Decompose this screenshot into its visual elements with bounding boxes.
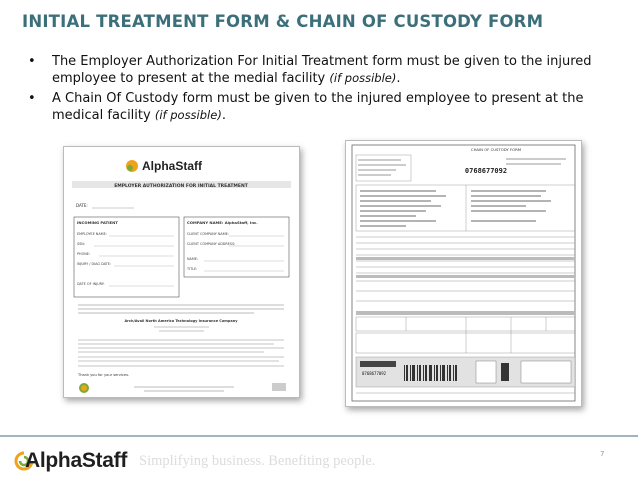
svg-text:NAME:: NAME: xyxy=(187,257,199,261)
bullet-text: The Employer Authorization For Initial Treatment form must be given to the injured employee to present at the medial facility xyxy=(52,54,592,86)
svg-text:EMPLOYEE NAME:: EMPLOYEE NAME: xyxy=(77,232,107,236)
footer-divider xyxy=(0,435,638,437)
chain-of-custody-form-image xyxy=(345,140,582,407)
svg-text:0768677092: 0768677092 xyxy=(362,371,387,376)
svg-text:PHONE:: PHONE: xyxy=(77,252,91,256)
logo-staff: Staff xyxy=(81,449,128,472)
slide-title: INITIAL TREATMENT FORM & CHAIN OF CUSTODY FORM xyxy=(22,12,544,31)
svg-text:CLIENT COMPANY ADDRESS:: CLIENT COMPANY ADDRESS: xyxy=(187,242,236,246)
svg-text:INCOMING PATIENT: INCOMING PATIENT xyxy=(77,220,118,225)
svg-text:COMPANY NAME: AlphaStaff, Inc.: COMPANY NAME: AlphaStaff, Inc. xyxy=(187,220,258,225)
svg-text:CLIENT COMPANY NAME:: CLIENT COMPANY NAME: xyxy=(187,232,229,236)
svg-text:DATE OF INJURY:: DATE OF INJURY: xyxy=(77,282,105,286)
page-number: 7 xyxy=(600,450,605,458)
bullet-list xyxy=(28,54,618,128)
footer-tagline: Simplifying business. Benefiting people. xyxy=(139,453,376,469)
svg-text:SSN:: SSN: xyxy=(77,242,85,246)
coc-heading: CHAIN OF CUSTODY FORM xyxy=(470,147,522,152)
form-heading: EMPLOYER AUTHORIZATION FOR INITIAL TREATMENT xyxy=(114,184,248,189)
svg-text:DATE:: DATE: xyxy=(76,203,88,208)
svg-text:TITLE:: TITLE: xyxy=(187,267,198,271)
bullet-note: (if possible) xyxy=(329,71,397,85)
employer-authorization-form-image xyxy=(63,146,300,398)
specimen-id: 0768677092 xyxy=(464,167,508,175)
bullet-icon: • xyxy=(28,91,36,106)
logo-alpha: Alpha xyxy=(25,449,82,472)
svg-text:Arch/Avail North America Techn: Arch/Avail North America Technology Insurance Company xyxy=(124,319,238,323)
form-logo: AlphaStaff xyxy=(142,159,202,173)
bullet-note: (if possible) xyxy=(154,108,222,122)
bullet-item xyxy=(28,54,618,87)
svg-text:Thank you for your services.: Thank you for your services. xyxy=(78,373,130,377)
bullet-text: A Chain Of Custody form must be given to the injured employee to present at the medical facility xyxy=(52,91,584,123)
svg-text:INJURY / DIAG DATE:: INJURY / DIAG DATE: xyxy=(77,262,112,266)
bullet-tail: . xyxy=(396,71,401,86)
bullet-item xyxy=(28,91,618,124)
bullet-tail: . xyxy=(221,108,226,123)
footer-logo xyxy=(25,449,127,473)
bullet-icon: • xyxy=(28,54,36,69)
